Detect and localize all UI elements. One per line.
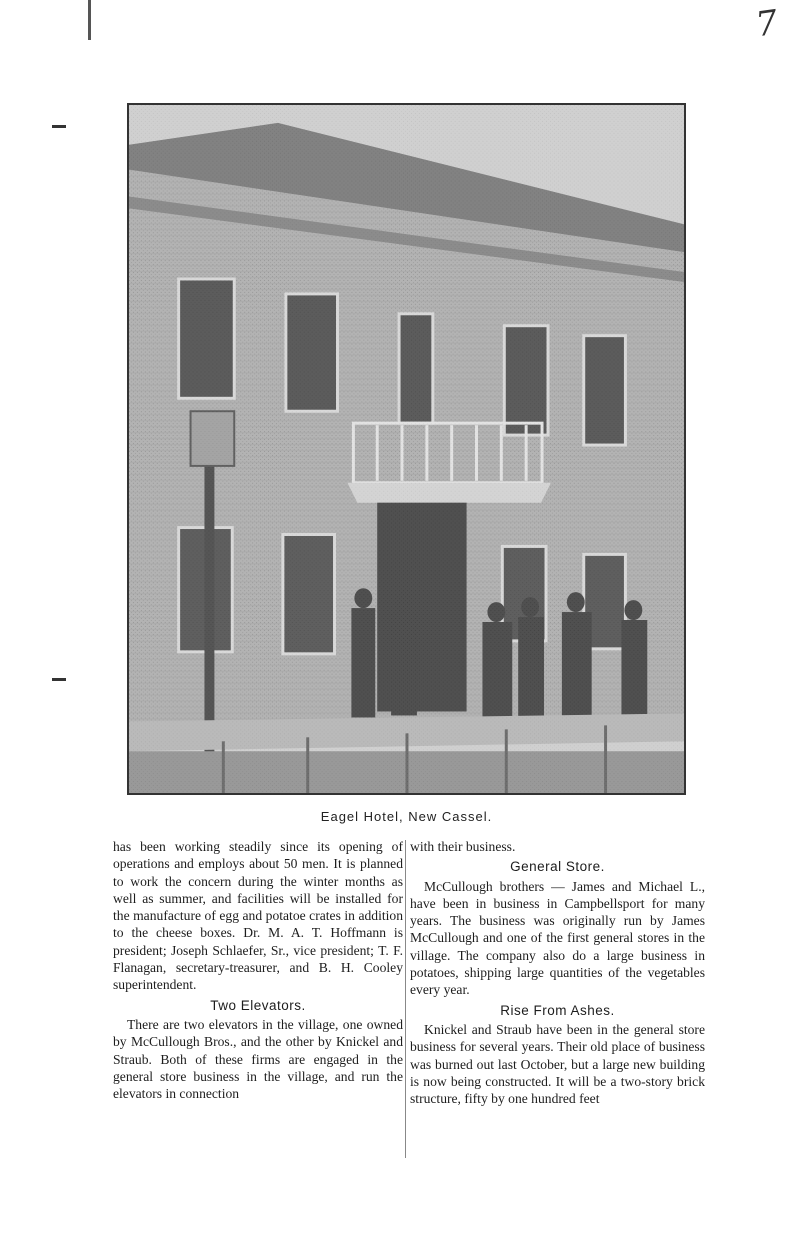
- article-paragraph: Knickel and Straub have been in the general store business for several years. Their old place of business was burned out last October, but a large new building is now being constructed. It will be a two-story brick structure, fifty by one hundred feet: [410, 1021, 705, 1107]
- hotel-illustration: [129, 105, 684, 793]
- article-right-column: [410, 838, 705, 1107]
- margin-tick: [52, 678, 66, 681]
- article-paragraph: There are two elevators in the village, one owned by McCullough Bros., and the other by Knickel and Straub. Both of these firms are engaged in the general store business in the village, and run the elevators in connection: [113, 1016, 403, 1102]
- article-left-column: [113, 838, 403, 1102]
- article-paragraph: has been working steadily since its opening of operations and employs about 50 men. It is planned to work the concern during the winter months as well as summer, and facilities will be installed for the manufacture of egg and potatoe crates in addition to the cheese boxes. Dr. M. A. T. Hoffmann is president; Joseph Schlaefer, Sr., vice president; T. F. Flanagan, secretary-treasurer, and B. H. Cooley superintendent.: [113, 839, 403, 993]
- photo-caption: Eagel Hotel, New Cassel.: [320, 809, 493, 824]
- article-paragraph: McCullough brothers — James and Michael L., have been in business in Campbellsport for many years. The business was originally run by James McCullough and one of the first general stores in the village. The company also do a large business in potatoes, shipping large quantities of the vegetables every year.: [410, 878, 705, 998]
- section-heading-general-store: General Store.: [510, 859, 605, 875]
- margin-tick: [52, 125, 66, 128]
- section-heading-rise-from-ashes: Rise From Ashes.: [500, 1002, 615, 1018]
- page-number: 7: [753, 2, 781, 46]
- scan-edge-mark: [88, 0, 91, 40]
- section-heading-two-elevators: Two Elevators.: [210, 997, 306, 1013]
- hotel-photograph: [127, 103, 686, 795]
- article-paragraph: with their business.: [410, 839, 516, 854]
- column-rule: [405, 840, 406, 1158]
